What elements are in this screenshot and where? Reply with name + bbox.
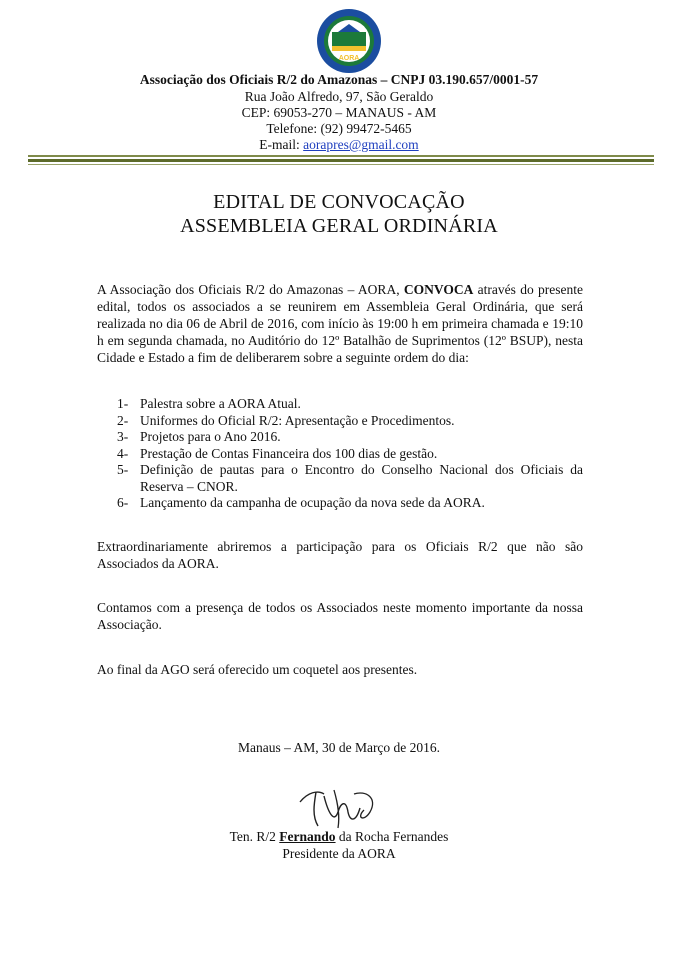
agenda-item [97,413,583,430]
cocktail-paragraph: Ao final da AGO será oferecido um coquetel aos presentes. [97,662,418,677]
document-subtitle: ASSEMBLEIA GERAL ORDINÁRIA [180,215,498,237]
agenda-item [97,495,583,512]
intro-bold-word: CONVOCA [403,282,474,297]
signer-first-name: Fernando [279,829,336,844]
agenda-item [97,429,583,446]
signer-role: Presidente da AORA [282,846,396,861]
header-divider-middle [28,159,654,162]
agenda-item-text: Uniformes do Oficial R/2: Apresentação e Procedimentos. [140,412,455,428]
email-label: E-mail: [259,137,304,152]
agenda-item [97,462,583,495]
agenda-item-number: 5- [117,462,129,477]
cep-line: CEP: 69053-270 – MANAUS - AM [241,105,437,120]
agenda-item-number: 2- [117,412,129,428]
phone-line: Telefone: (92) 99472-5465 [266,121,412,136]
agenda-item-number: 6- [117,495,129,510]
place-date: Manaus – AM, 30 de Março de 2016. [237,740,441,755]
agenda-item-text: Projetos para o Ano 2016. [140,429,281,444]
agenda-item-text: Definição de pautas para o Encontro do Conselho Nacional dos Oficiais da Reserva – CNOR. [140,462,583,494]
signer-rank: Ten. R/2 [229,829,280,844]
extraordinary-paragraph: Extraordinariamente abriremos a participação para os Oficiais R/2 que não são Associados da AORA. [97,539,583,571]
agenda-item-number: 3- [117,429,129,444]
agenda-item-text: Palestra sobre a AORA Atual. [140,396,301,411]
aora-logo [316,8,382,74]
agenda-item [97,446,583,463]
logo-text: AORA [338,55,360,62]
intro-text-before: A Associação dos Oficiais R/2 do Amazonas – AORA, [97,282,404,297]
agenda-item-number: 1- [117,396,129,411]
email-line [0,136,678,153]
intro-text-after: através do presente edital, todos os associados a se reunirem em Assembleia Geral Ordinária, que será realizada no dia 06 de Abril de 2016, com início às 19:00 h em primeira chamada e 19:10 h em segunda chamada, no Auditório do 12º Batalhão de Suprimentos (12º BSUP), nesta Cidade e Estado a fim de deliberarem sobre a seguinte ordem do dia: [97,282,583,365]
email-link[interactable]: aorapres@gmail.com [303,137,419,152]
signer-surname: da Rocha Fernandes [335,829,449,844]
agenda-item-text: Lançamento da campanha de ocupação da nova sede da AORA. [140,495,485,510]
agenda-item [97,396,583,413]
organization-name: Associação dos Oficiais R/2 do Amazonas – CNPJ 03.190.657/0001-57 [139,72,539,87]
agenda-item-number: 4- [117,445,129,461]
intro-paragraph [97,281,583,366]
agenda-item-text: Prestação de Contas Financeira dos 100 dias de gestão. [140,445,438,461]
header-divider-top [28,155,654,157]
address-line: Rua João Alfredo, 97, São Geraldo [244,89,434,104]
document-title: EDITAL DE CONVOCAÇÃO [213,191,465,213]
signer-name [0,828,678,845]
header-divider-bottom [28,164,654,165]
agenda-list [97,396,583,512]
handwritten-signature [294,782,386,832]
attendance-paragraph: Contamos com a presença de todos os Associados neste momento importante da nossa Associação. [97,600,583,632]
